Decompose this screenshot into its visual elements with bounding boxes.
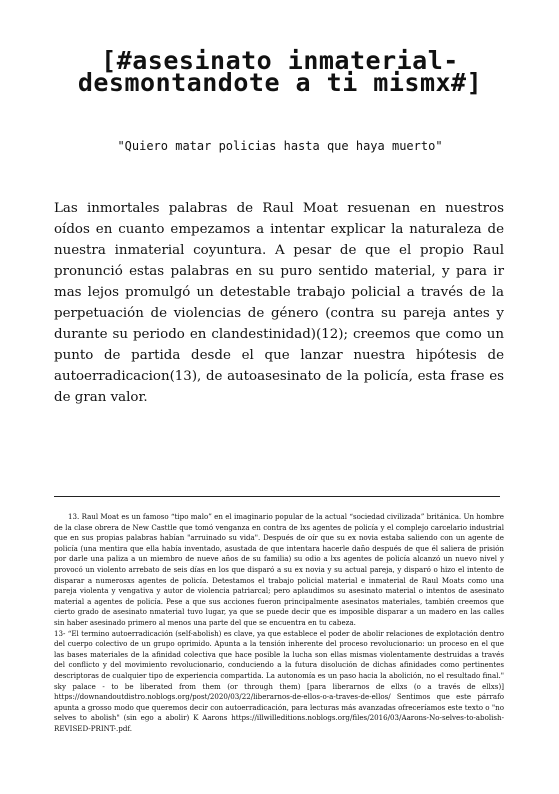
page-title	[40, 46, 520, 97]
title-line-1: [#asesinato inmaterial-	[101, 46, 459, 75]
footnote-divider	[54, 496, 500, 497]
footnote-13-autoerradicacion: 13- “El termino autoerradicación (self-abolish) es clave, ya que establece el poder de abolir relaciones de explotación dentro del cuerpo colectivo de un grupo oprimido. Apunta a la tensión inherente del proceso revolucionario: un proceso en el que las bases materiales de la afinidad colectiva que hace posible la lucha son ellas mismas violentamente destruidas a través del conflicto y del movimiento revolucionario, conduciendo a la futura disolución de dichas afinidades como pertinentes descriptoras de cualquier tipo de experiencia compartida. La autonomía es un paso hacia la abolición, no el resultado final." sky palace - to be liberated from them (or through them) [para liberarnos de ellxs (o a través de ellxs)] https://downandoutdistro.noblogs.org/post/2020/03/22/liberarnos-de-ellos-o-a-traves-de-ellos/ Sentimos que este párrafo apunta a grosso modo que queremos decir con autoerradicación, para lecturas más avanzadas ofreceríamos este texto o "no selves to abolish" (sin ego a abolir) K Aarons https://illwilleditions.noblogs.org/files/2016/03/Aarons-No-selves-to-abolish-REVISED-PRINT-.pdf.	[54, 628, 504, 733]
footnote-13-raul-moat: 13. Raul Moat es un famoso “tipo malo” en el imaginario popular de la actual “sociedad civilizada” británica. Un hombre de la clase obrera de New Casttle que tomó venganza en contra de lxs agentes de policía y el complejo carcelario industrial que en sus propias palabras habían "arruinado su vida". Después de oír que su ex novia estaba saliendo con un agente de policía (una mentira que ella había inventado, asustada de que intentara hacerle daño después de que él saliera de prisión por darle una paliza a un miembro de nueve años de su familia) su odio a lxs agentes de policía alcanzó un nuevo nivel y provocó un violento arrebato de seis días en los que disparó a su ex novia y su actual pareja, y disparó o hizo el intento de disparar a numerosxs agentes de policía. Detestamos el trabajo policial material e inmaterial de Raul Moats como una pareja violenta y vengativa y autor de violencia patriarcal; pero aplaudimos su asesinato material o intentos de asesinato material a agentes de policía. Pese a que sus acciones fueron principalmente asesinatos materiales, también creemos que cierto grado de asesinato nmaterial tuvo lugar, ya que se puede decir que es imposible disparar a un madero en las calles sin haber asesinado primero al menos una parte del que se encuentra en tu cabeza.	[54, 512, 504, 627]
body-paragraph: Las inmortales palabras de Raul Moat resuenan en nuestros oídos en cuanto empezamos a intentar explicar la naturaleza de nuestra inmaterial coyuntura. A pesar de que el propio Raul pronunció estas palabras en su puro sentido material, y para ir mas lejos promulgó un detestable trabajo policial a través de la perpetuación de violencias de género (contra su pareja antes y durante su periodo en clandestinidad)(12); creemos que como un punto de partida desde el que lanzar nuestra hipótesis de autoerradicacion(13), de autoasesinato de la policía, esta frase es de gran valor.	[54, 201, 504, 405]
epigraph-quote: "Quiero matar policias hasta que haya muerto"	[117, 139, 443, 153]
title-line-2: desmontandote a ti mismx#]	[77, 68, 483, 97]
footnotes	[54, 512, 504, 734]
